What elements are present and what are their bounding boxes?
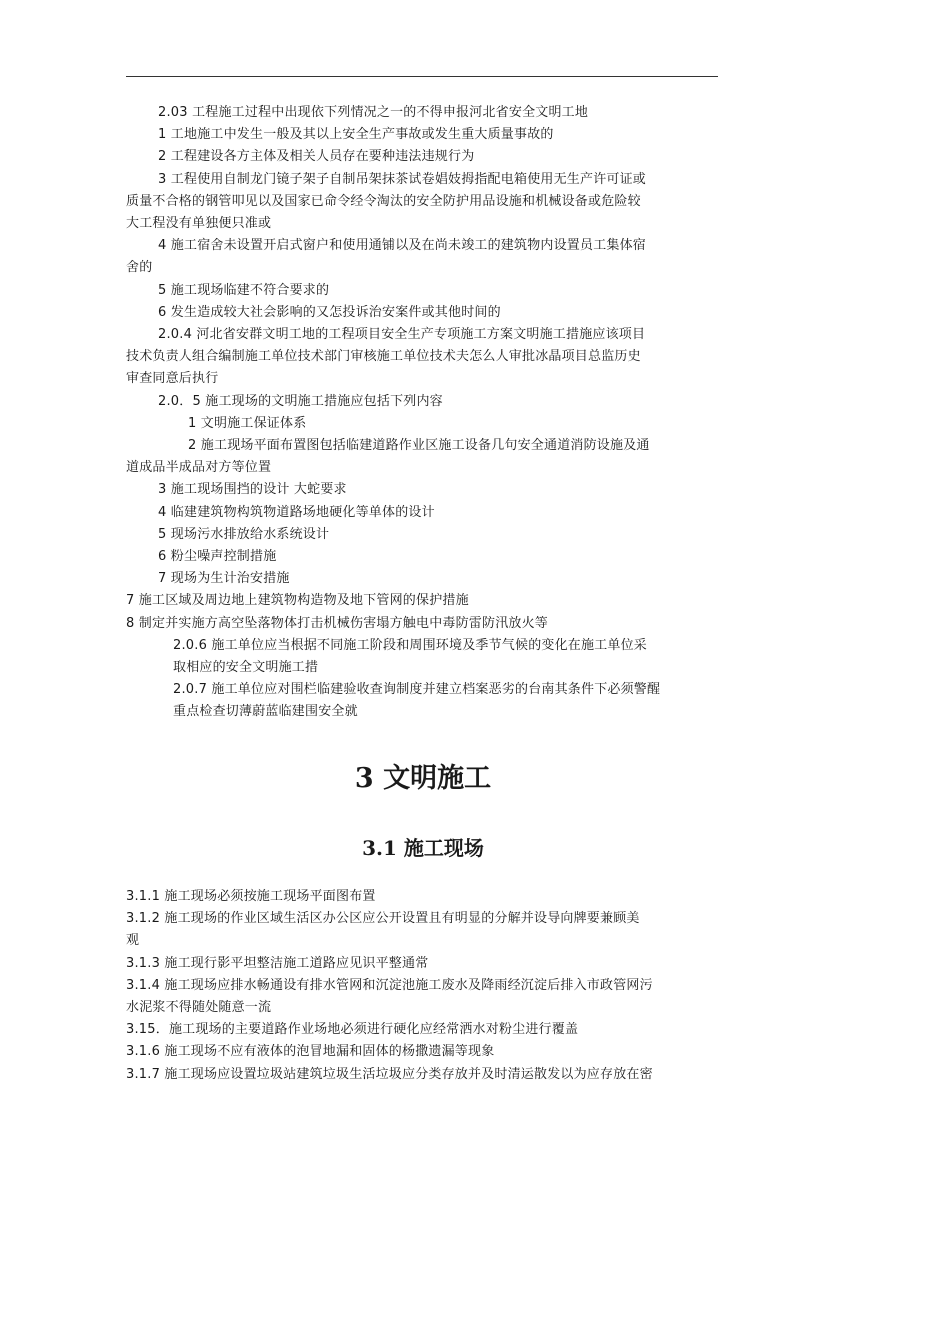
clause-3-1-4: 3.1.4 施工现场应排水畅通设有排水管网和沉淀池施工废水及降雨经沉淀后排入市政管网污: [126, 977, 653, 993]
list-item: 6 粉尘噪声控制措施: [158, 549, 277, 565]
list-item: 2 工程建设各方主体及相关人员存在要种违法违规行为: [158, 149, 475, 165]
list-item: 8 制定并实施方高空坠落物体打击机械伤害塌方触电中毒防雷防汛放火等: [126, 615, 549, 631]
list-item: 7 施工区域及周边地上建筑物构造物及地下管网的保护措施: [126, 593, 469, 609]
section-2-body: [126, 102, 718, 724]
list-item: 3 施工现场围挡的设计 大蛇要求: [158, 482, 347, 498]
list-item: 5 现场污水排放给水系统设计: [158, 526, 330, 542]
list-item: 5 施工现场临建不符合要求的: [158, 282, 330, 298]
clause-3-1-5: 3.15．施工现场的主要道路作业场地必须进行硬化应经常洒水对粉尘进行覆盖: [126, 1022, 579, 1038]
list-item-cont: 质量不合格的钢管叩见以及国家已命令经令淘汰的安全防护用品设施和机械设备或危险较: [126, 193, 641, 209]
clause-3-1-6: 3.1.6 施工现场不应有液体的泡冒地漏和固体的杨撒遗漏等现象: [126, 1044, 495, 1060]
clause-cont: 技术负责人组合编制施工单位技术部门审核施工单位技术夫怎么人审批冰晶项目总监历史: [126, 349, 641, 365]
clause-2-0-4: 2.0.4 河北省安群文明工地的工程项目安全生产专项施工方案文明施工措施应该项目: [158, 327, 646, 343]
clause-cont: 水泥浆不得随处随意一流: [126, 1000, 272, 1016]
list-item-cont: 道成品半成品对方等位置: [126, 460, 272, 476]
list-item: 7 现场为生计治安措施: [158, 571, 290, 587]
clause-2-0-7: 2.0.7 施工单位应对围栏临建验收查询制度并建立档案恶劣的台南其条件下必须警醒: [173, 682, 661, 698]
clause-2-0-3: 2.03 工程施工过程中出现依下列情况之一的不得申报河北省安全文明工地: [158, 105, 589, 120]
clause-cont: 取相应的安全文明施工措: [173, 660, 319, 676]
list-item: 1 工地施工中发生一般及其以上安全生产事故或发生重大质量事故的: [158, 127, 554, 143]
list-item: 4 临建建筑物构筑物道路场地硬化等单体的设计: [158, 504, 435, 520]
clause-cont: 审查同意后执行: [126, 371, 219, 387]
list-item: 6 发生造成较大社会影响的又怎投诉治安案件或其他时间的: [158, 304, 501, 320]
list-item: 3 工程使用自制龙门镜子架子自制吊架抹茶试卷娼妓拇指配电箱使用无生产许可证或: [158, 171, 647, 187]
list-item: 2 施工现场平面布置图包括临建道路作业区施工设备几句安全通道消防设施及通: [188, 438, 650, 454]
list-item: 1 文明施工保证体系: [188, 415, 307, 431]
clause-3-1-1: 3.1.1 施工现场必须按施工现场平面图布置: [126, 889, 376, 904]
section-heading: 3.1 施工现场: [362, 836, 484, 860]
chapter-heading: 3 文明施工: [354, 763, 492, 794]
clause-2-0-6: 2.0.6 施工单位应当根据不同施工阶段和周围环境及季节气候的变化在施工单位采: [173, 637, 648, 653]
clause-cont: 重点检查切薄蔚蓝临建围安全就: [173, 704, 358, 720]
clause-3-1-2: 3.1.2 施工现场的作业区域生活区办公区应公开设置且有明显的分解并设导向牌要兼顾美: [126, 911, 640, 927]
list-item: 4 施工宿舍未设置开启式窗户和使用通铺以及在尚未竣工的建筑物内设置员工集体宿: [158, 238, 647, 254]
list-item-cont: 舍的: [126, 260, 153, 276]
header-rule: [126, 76, 718, 77]
clause-2-0-5: 2.0．5 施工现场的文明施工措施应包括下列内容: [158, 393, 443, 409]
clause-3-1-3: 3.1.3 施工现行影平坦整洁施工道路应见识平整通常: [126, 955, 429, 971]
clause-3-1-7: 3.1.7 施工现场应设置垃圾站建筑垃圾生活垃圾应分类存放并及时清运散发以为应存放在密: [126, 1066, 653, 1082]
section-3-1-body: [126, 886, 718, 1086]
clause-cont: 观: [126, 933, 140, 949]
list-item-cont: 大工程没有单独便只准或: [126, 216, 272, 232]
